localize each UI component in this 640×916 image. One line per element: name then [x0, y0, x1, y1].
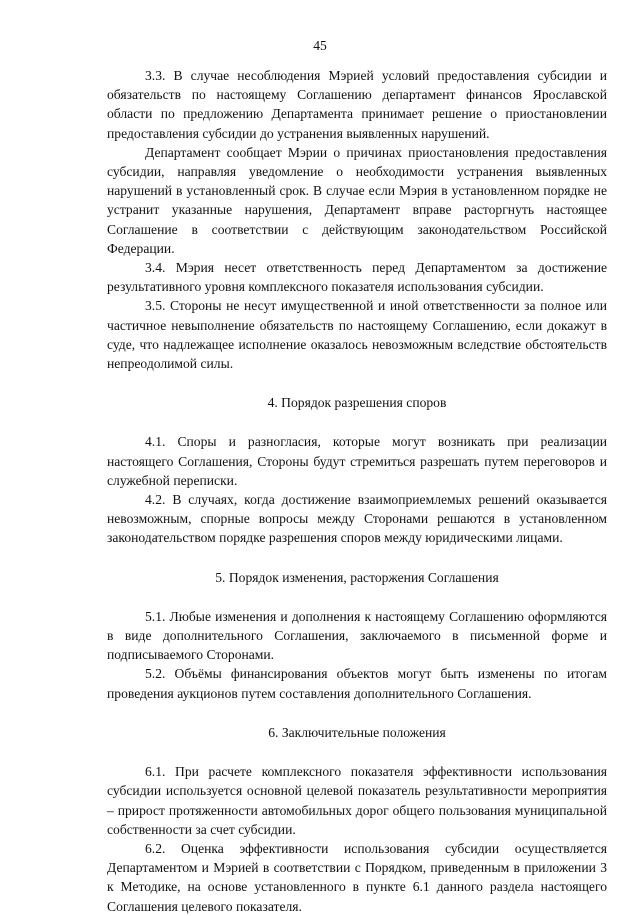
section-heading-6: 6. Заключительные положения — [268, 724, 446, 740]
paragraph-4-2: 4.2. В случаях, когда достижение взаимоприемлемых решений оказывается невозможным, спорные вопросы между Сторонами решаются в установленном законодательством порядке разрешения споров между юридическими лицами. — [107, 492, 607, 546]
section-heading-5: 5. Порядок изменения, расторжения Соглашения — [215, 569, 499, 585]
paragraph-5-2: 5.2. Объёмы финансирования объектов могут быть изменены по итогам проведения аукционов путем составления дополнительного Соглашения. — [107, 666, 607, 701]
paragraph-3-3: 3.3. В случае несоблюдения Мэрией условий предоставления субсидии и обязательств по настоящему Соглашению департамент финансов Ярославской области по предложению Департамента принимает решение о приостановлении предоставления субсидии до устранения выявленных нарушений. — [107, 68, 607, 141]
document-body — [107, 66, 607, 916]
spacer — [107, 703, 607, 723]
paragraph-6-2: 6.2. Оценка эффективности использования субсидии осуществляется Департаментом и Мэрией в соответствии с Порядком, приведенным в приложении 3 к Методике, на основе установленного в пункте 6.1 данного раздела настоящего Соглашения целевого показателя. — [107, 840, 607, 914]
paragraph-5-1: 5.1. Любые изменения и дополнения к настоящему Соглашению оформляются в виде дополнительного Соглашения, заключаемого в письменной форме и подписываемого Сторонами. — [107, 608, 607, 663]
spacer — [107, 742, 607, 762]
spacer — [107, 587, 607, 607]
spacer — [107, 412, 607, 432]
spacer — [107, 373, 607, 393]
paragraph-4-1: 4.1. Споры и разногласия, которые могут возникать при реализации настоящего Соглашения, Стороны будут стремиться разрешать путем переговоров и служебной переписки. — [107, 434, 607, 488]
page-number: 45 — [313, 38, 327, 53]
paragraph-3-4: 3.4. Мэрия несет ответственность перед Департаментом за достижение результативного уровня комплексного показателя использования субсидии. — [107, 260, 607, 295]
paragraph-3-5: 3.5. Стороны не несут имущественной и иной ответственности за полное или частичное невыполнение обязательств по настоящему Соглашению, если докажут в суде, что надлежащее исполнение оказалось невозможным вследствие обстоятельств непреодолимой силы. — [107, 298, 607, 372]
spacer — [107, 548, 607, 568]
paragraph-3-3-notice: Департамент сообщает Мэрии о причинах приостановления предоставления субсидии, направляя уведомление о необходимости устранения выявленных нарушений в установленный срок. В случае если Мэрия в установленном порядке не устранит указанные нарушения, Департамент вправе расторгнуть настоящее Соглашение в соответствии с действующим законодательством Российской Федерации. — [107, 144, 607, 256]
paragraph-6-1: 6.1. При расчете комплексного показателя эффективности использования субсидии используется основной целевой показатель результативности мероприятия – прирост протяженности автомобильных дорог общего пользования муниципальной собственности за счет субсидии. — [107, 764, 607, 837]
section-heading-4: 4. Порядок разрешения споров — [267, 395, 447, 411]
